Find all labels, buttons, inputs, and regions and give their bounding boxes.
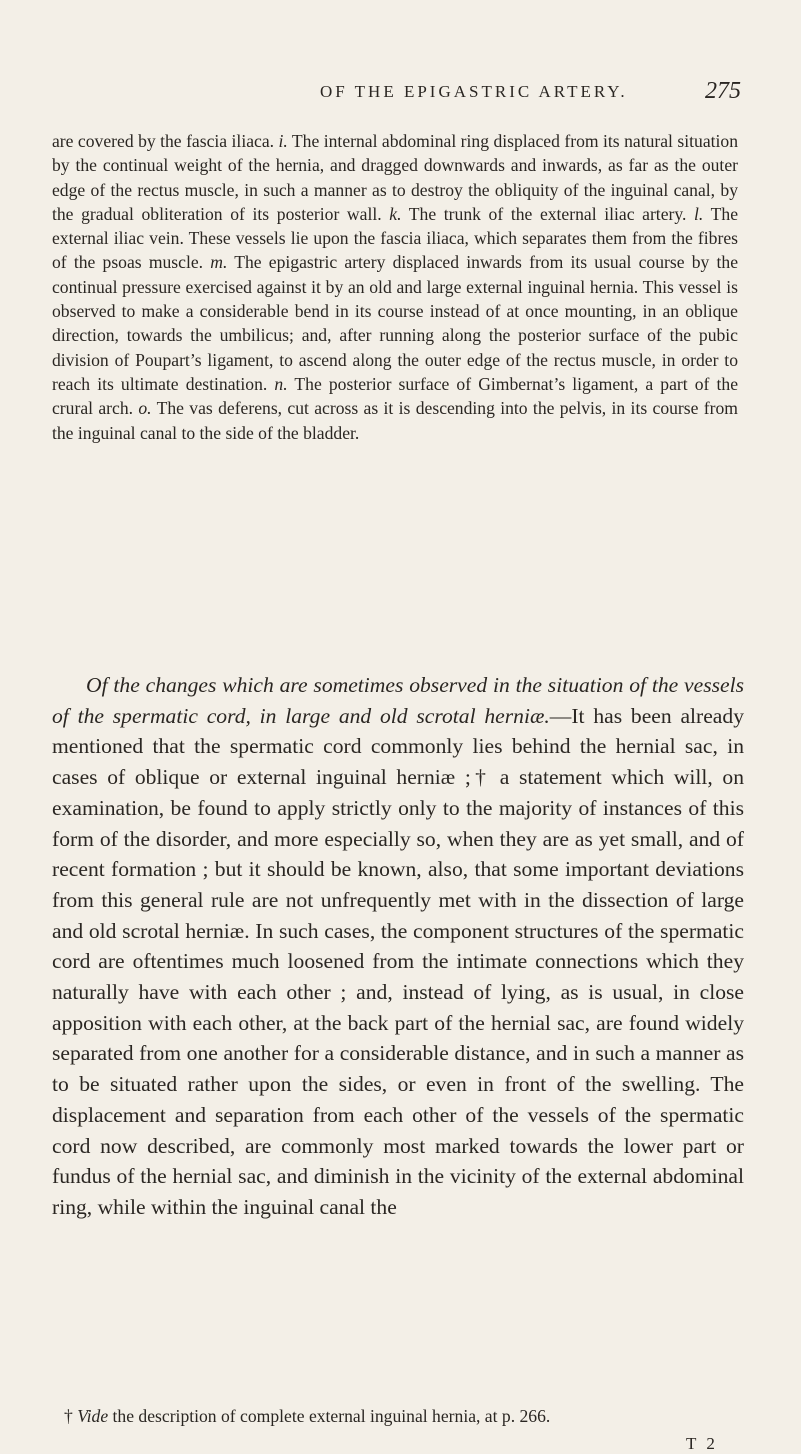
footnote-text: the description of complete external inguinal hernia, at p. 266. xyxy=(108,1406,551,1426)
legend-text: The trunk of the external iliac artery. xyxy=(401,203,695,224)
figure-legend xyxy=(52,129,738,445)
legend-letter-l: l. xyxy=(694,203,704,224)
footnote-mark: † xyxy=(64,1406,73,1426)
signature-mark: T 2 xyxy=(686,1434,718,1453)
legend-letter-i: i. xyxy=(278,131,288,151)
legend-letter-n: n. xyxy=(274,373,288,394)
legend-letter-m: m. xyxy=(210,252,228,273)
legend-text: The vas deferens, cut across as it is descending into the pelvis, in its course from the inguinal canal to the side of the bladder. xyxy=(52,398,738,443)
running-title: OF THE EPIGASTRIC ARTERY. xyxy=(320,82,628,101)
page-number: 275 xyxy=(705,78,741,104)
footnote-reference: † xyxy=(470,765,491,790)
section-body: —It has been already mentioned that the spermatic cord commonly lies behind the hernial sac, in cases of oblique or external inguinal herniæ ; xyxy=(52,703,744,790)
legend-text: The external iliac vein. These vessels lie upon the fascia iliaca, which separates them from the fibres of the psoas muscle. xyxy=(52,203,739,273)
running-head xyxy=(0,78,801,112)
legend-letter-o: o. xyxy=(138,398,152,419)
section-heading: Of the changes which are sometimes observed in the situation of the vessels of the spermatic cord, in large and old scrotal herniæ. xyxy=(52,673,744,728)
legend-letter-k: k. xyxy=(389,203,402,224)
section-body-continued: a statement which will, on examination, be found to apply strictly only to the majority of instances of this form of the disorder, and more especially so, when they are as yet small, and of recent formation ; but it should be known, also, that some important deviations from this general rule are not unfrequently met with in the dissection of large and old scrotal herniæ. In such cases, the component structures of the spermatic cord are oftentimes much loosened from the intimate connections which they naturally have with each other ; and, instead of lying, as is usual, in close apposition with each other, at the back part of the hernial sac, are found widely separated from one another for a considerable distance, and in such a manner as to be situated rather upon the sides, or even in front of the swelling. The displacement and separation from each other of the vessels of the spermatic cord now described, are commonly most marked towards the lower part or fundus of the hernial sac, and diminish in the vicinity of the external abdominal ring, while within the inguinal canal the xyxy=(52,765,744,1219)
legend-text: The epigastric artery displaced inwards from its usual course by the continual pressure exercised against it by an old and large external inguinal hernia. This vessel is observed to make a considerable bend in its course instead of at once mounting, in an oblique direction, towards the umbilicus; and, after running along the posterior surface of the pubic division of Poupart’s ligament, to ascend along the outer edge of the rectus muscle, in order to reach its ultimate destination. xyxy=(52,252,739,394)
main-section xyxy=(52,670,744,1223)
legend-paragraph xyxy=(52,129,738,445)
footnote-vide: Vide xyxy=(77,1406,109,1426)
legend-text: The internal abdominal ring displaced from its natural situation by the continual weight of the hernia, and dragged downwards and inwards, as far as the outer edge of the rectus muscle, in such a manner as to destroy the obliquity of the inguinal canal, by the gradual obliteration of its posterior wall. xyxy=(52,131,738,224)
legend-text: are covered by the fascia iliaca. xyxy=(52,131,279,151)
legend-text: The posterior surface of Gimbernat’s ligament, a part of the crural arch. xyxy=(52,373,739,419)
footnote xyxy=(64,1405,754,1427)
section-paragraph xyxy=(52,670,744,1223)
